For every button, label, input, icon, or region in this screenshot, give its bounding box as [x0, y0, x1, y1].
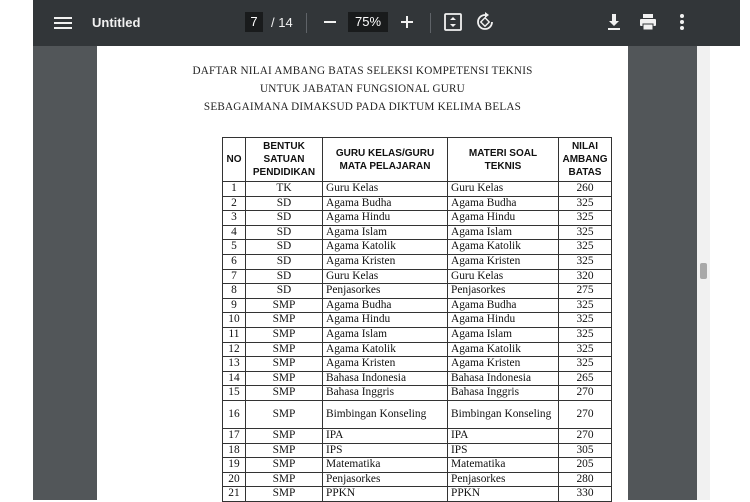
cell-teacher-subject: Agama Budha: [323, 196, 448, 211]
cell-threshold: 325: [559, 313, 612, 328]
document-heading-line-3: SEBAGAIMANA DIMAKSUD PADA DIKTUM KELIMA BELAS: [203, 101, 522, 113]
table-row: [223, 254, 612, 269]
cell-teacher-subject: Agama Katolik: [323, 342, 448, 357]
col-header-no: NO: [223, 138, 246, 182]
cell-no: 7: [223, 269, 246, 284]
cell-education-unit: SMP: [246, 400, 323, 428]
cell-test-material: Agama Islam: [448, 327, 559, 342]
cell-threshold: 325: [559, 196, 612, 211]
fit-to-page-button[interactable]: [442, 11, 464, 33]
cell-no: 3: [223, 211, 246, 226]
zoom-out-button[interactable]: [319, 10, 341, 34]
table-row: [223, 342, 612, 357]
table-row: [223, 182, 612, 197]
minus-icon: [319, 10, 341, 34]
cell-test-material: Bahasa Indonesia: [448, 371, 559, 386]
cell-threshold: 205: [559, 458, 612, 473]
cell-teacher-subject: IPA: [323, 428, 448, 443]
cell-no: 9: [223, 298, 246, 313]
cell-threshold: 325: [559, 342, 612, 357]
cell-teacher-subject: Bimbingan Konseling: [323, 400, 448, 428]
document-heading-line-2: UNTUK JABATAN FUNGSIONAL GURU: [260, 83, 465, 95]
cell-teacher-subject: Agama Katolik: [323, 240, 448, 255]
cell-test-material: Guru Kelas: [448, 269, 559, 284]
document-viewer[interactable]: [33, 46, 740, 500]
document-heading-line-1: DAFTAR NILAI AMBANG BATAS SELEKSI KOMPETENSI TEKNIS: [192, 65, 533, 77]
cell-threshold: 280: [559, 472, 612, 487]
cell-teacher-subject: Penjasorkes: [323, 284, 448, 299]
cell-no: 5: [223, 240, 246, 255]
cell-no: 4: [223, 225, 246, 240]
cell-no: 15: [223, 386, 246, 401]
table-row: [223, 487, 612, 502]
cell-teacher-subject: Guru Kelas: [323, 182, 448, 197]
cell-no: 14: [223, 371, 246, 386]
menu-icon: [51, 11, 75, 35]
cell-threshold: 325: [559, 254, 612, 269]
cell-no: 13: [223, 357, 246, 372]
threshold-table: [222, 137, 612, 502]
cell-education-unit: SD: [246, 225, 323, 240]
cell-threshold: 270: [559, 386, 612, 401]
cell-teacher-subject: Agama Islam: [323, 327, 448, 342]
cell-teacher-subject: Agama Kristen: [323, 357, 448, 372]
cell-teacher-subject: Bahasa Indonesia: [323, 371, 448, 386]
cell-teacher-subject: Penjasorkes: [323, 472, 448, 487]
cell-no: 17: [223, 428, 246, 443]
cell-test-material: Agama Katolik: [448, 240, 559, 255]
cell-threshold: 265: [559, 371, 612, 386]
cell-education-unit: SMP: [246, 298, 323, 313]
cell-no: 2: [223, 196, 246, 211]
cell-teacher-subject: PPKN: [323, 487, 448, 502]
page-total: / 14: [271, 15, 293, 30]
cell-test-material: Bimbingan Konseling: [448, 400, 559, 428]
table-row: [223, 428, 612, 443]
menu-button[interactable]: [51, 11, 75, 35]
cell-education-unit: SMP: [246, 428, 323, 443]
zoom-in-button[interactable]: [396, 10, 418, 34]
cell-education-unit: SMP: [246, 443, 323, 458]
cell-threshold: 305: [559, 443, 612, 458]
cell-education-unit: SMP: [246, 472, 323, 487]
print-button[interactable]: [637, 11, 659, 33]
left-margin: [0, 0, 33, 500]
cell-no: 20: [223, 472, 246, 487]
cell-teacher-subject: Matematika: [323, 458, 448, 473]
cell-threshold: 325: [559, 357, 612, 372]
cell-no: 18: [223, 443, 246, 458]
cell-no: 12: [223, 342, 246, 357]
table-row: [223, 284, 612, 299]
cell-test-material: Bahasa Inggris: [448, 386, 559, 401]
cell-no: 11: [223, 327, 246, 342]
cell-no: 10: [223, 313, 246, 328]
cell-no: 6: [223, 254, 246, 269]
cell-teacher-subject: IPS: [323, 443, 448, 458]
toolbar-divider: [430, 13, 431, 33]
cell-education-unit: SD: [246, 254, 323, 269]
cell-teacher-subject: Guru Kelas: [323, 269, 448, 284]
rotate-icon: [474, 11, 496, 33]
cell-education-unit: SMP: [246, 313, 323, 328]
zoom-level-input[interactable]: 75%: [348, 12, 388, 32]
cell-test-material: Agama Hindu: [448, 211, 559, 226]
more-vert-icon: [671, 11, 693, 33]
cell-threshold: 325: [559, 211, 612, 226]
right-margin: [710, 46, 750, 500]
pdf-toolbar: [33, 0, 740, 46]
vertical-scrollbar[interactable]: [697, 46, 710, 500]
cell-threshold: 270: [559, 400, 612, 428]
cell-education-unit: SMP: [246, 327, 323, 342]
cell-teacher-subject: Agama Hindu: [323, 211, 448, 226]
cell-education-unit: SMP: [246, 357, 323, 372]
cell-teacher-subject: Agama Kristen: [323, 254, 448, 269]
toolbar-divider: [306, 13, 307, 33]
cell-threshold: 270: [559, 428, 612, 443]
cell-education-unit: TK: [246, 182, 323, 197]
cell-test-material: Agama Budha: [448, 196, 559, 211]
cell-education-unit: SD: [246, 211, 323, 226]
table-row: [223, 196, 612, 211]
cell-threshold: 330: [559, 487, 612, 502]
table-row: [223, 357, 612, 372]
table-row: [223, 269, 612, 284]
col-header-teacher-subject: GURU KELAS/GURU MATA PELAJARAN: [323, 138, 448, 182]
cell-test-material: Agama Kristen: [448, 357, 559, 372]
table-row: [223, 371, 612, 386]
print-icon: [637, 11, 659, 33]
cell-teacher-subject: Agama Islam: [323, 225, 448, 240]
cell-education-unit: SMP: [246, 342, 323, 357]
cell-test-material: Agama Hindu: [448, 313, 559, 328]
page-number-input[interactable]: 7: [245, 12, 263, 32]
cell-test-material: Penjasorkes: [448, 284, 559, 299]
table-row: [223, 313, 612, 328]
cell-no: 21: [223, 487, 246, 502]
table-row: [223, 327, 612, 342]
table-row: [223, 386, 612, 401]
cell-teacher-subject: Agama Hindu: [323, 313, 448, 328]
pdf-page: [97, 46, 628, 500]
table-body: [223, 182, 612, 502]
scrollbar-thumb[interactable]: [700, 263, 707, 279]
cell-threshold: 260: [559, 182, 612, 197]
cell-threshold: 325: [559, 240, 612, 255]
more-options-button[interactable]: [671, 11, 693, 33]
cell-test-material: Agama Katolik: [448, 342, 559, 357]
cell-test-material: Matematika: [448, 458, 559, 473]
cell-education-unit: SMP: [246, 487, 323, 502]
table-row: [223, 211, 612, 226]
cell-teacher-subject: Bahasa Inggris: [323, 386, 448, 401]
cell-education-unit: SMP: [246, 371, 323, 386]
cell-test-material: Agama Budha: [448, 298, 559, 313]
cell-test-material: IPS: [448, 443, 559, 458]
cell-education-unit: SD: [246, 269, 323, 284]
table-row: [223, 298, 612, 313]
table-row: [223, 443, 612, 458]
cell-threshold: 275: [559, 284, 612, 299]
table-row: [223, 472, 612, 487]
plus-icon: [396, 10, 418, 34]
table-header-row: [223, 138, 612, 182]
cell-test-material: Guru Kelas: [448, 182, 559, 197]
document-title: Untitled: [92, 15, 141, 30]
rotate-button[interactable]: [474, 11, 496, 33]
cell-no: 16: [223, 400, 246, 428]
download-button[interactable]: [603, 11, 625, 33]
cell-no: 8: [223, 284, 246, 299]
cell-test-material: Penjasorkes: [448, 472, 559, 487]
cell-education-unit: SD: [246, 284, 323, 299]
download-icon: [603, 11, 625, 33]
fit-page-icon: [442, 11, 464, 33]
cell-test-material: IPA: [448, 428, 559, 443]
table-row: [223, 458, 612, 473]
cell-no: 1: [223, 182, 246, 197]
cell-threshold: 325: [559, 327, 612, 342]
cell-test-material: PPKN: [448, 487, 559, 502]
cell-education-unit: SMP: [246, 458, 323, 473]
cell-threshold: 320: [559, 269, 612, 284]
cell-threshold: 325: [559, 298, 612, 313]
cell-test-material: Agama Islam: [448, 225, 559, 240]
table-row: [223, 400, 612, 428]
table-row: [223, 240, 612, 255]
cell-test-material: Agama Kristen: [448, 254, 559, 269]
cell-no: 19: [223, 458, 246, 473]
cell-education-unit: SMP: [246, 386, 323, 401]
cell-education-unit: SD: [246, 240, 323, 255]
col-header-threshold: NILAI AMBANG BATAS: [559, 138, 612, 182]
cell-teacher-subject: Agama Budha: [323, 298, 448, 313]
table-row: [223, 225, 612, 240]
cell-threshold: 325: [559, 225, 612, 240]
cell-education-unit: SD: [246, 196, 323, 211]
col-header-test-material: MATERI SOAL TEKNIS: [448, 138, 559, 182]
col-header-education-unit: BENTUK SATUAN PENDIDIKAN: [246, 138, 323, 182]
